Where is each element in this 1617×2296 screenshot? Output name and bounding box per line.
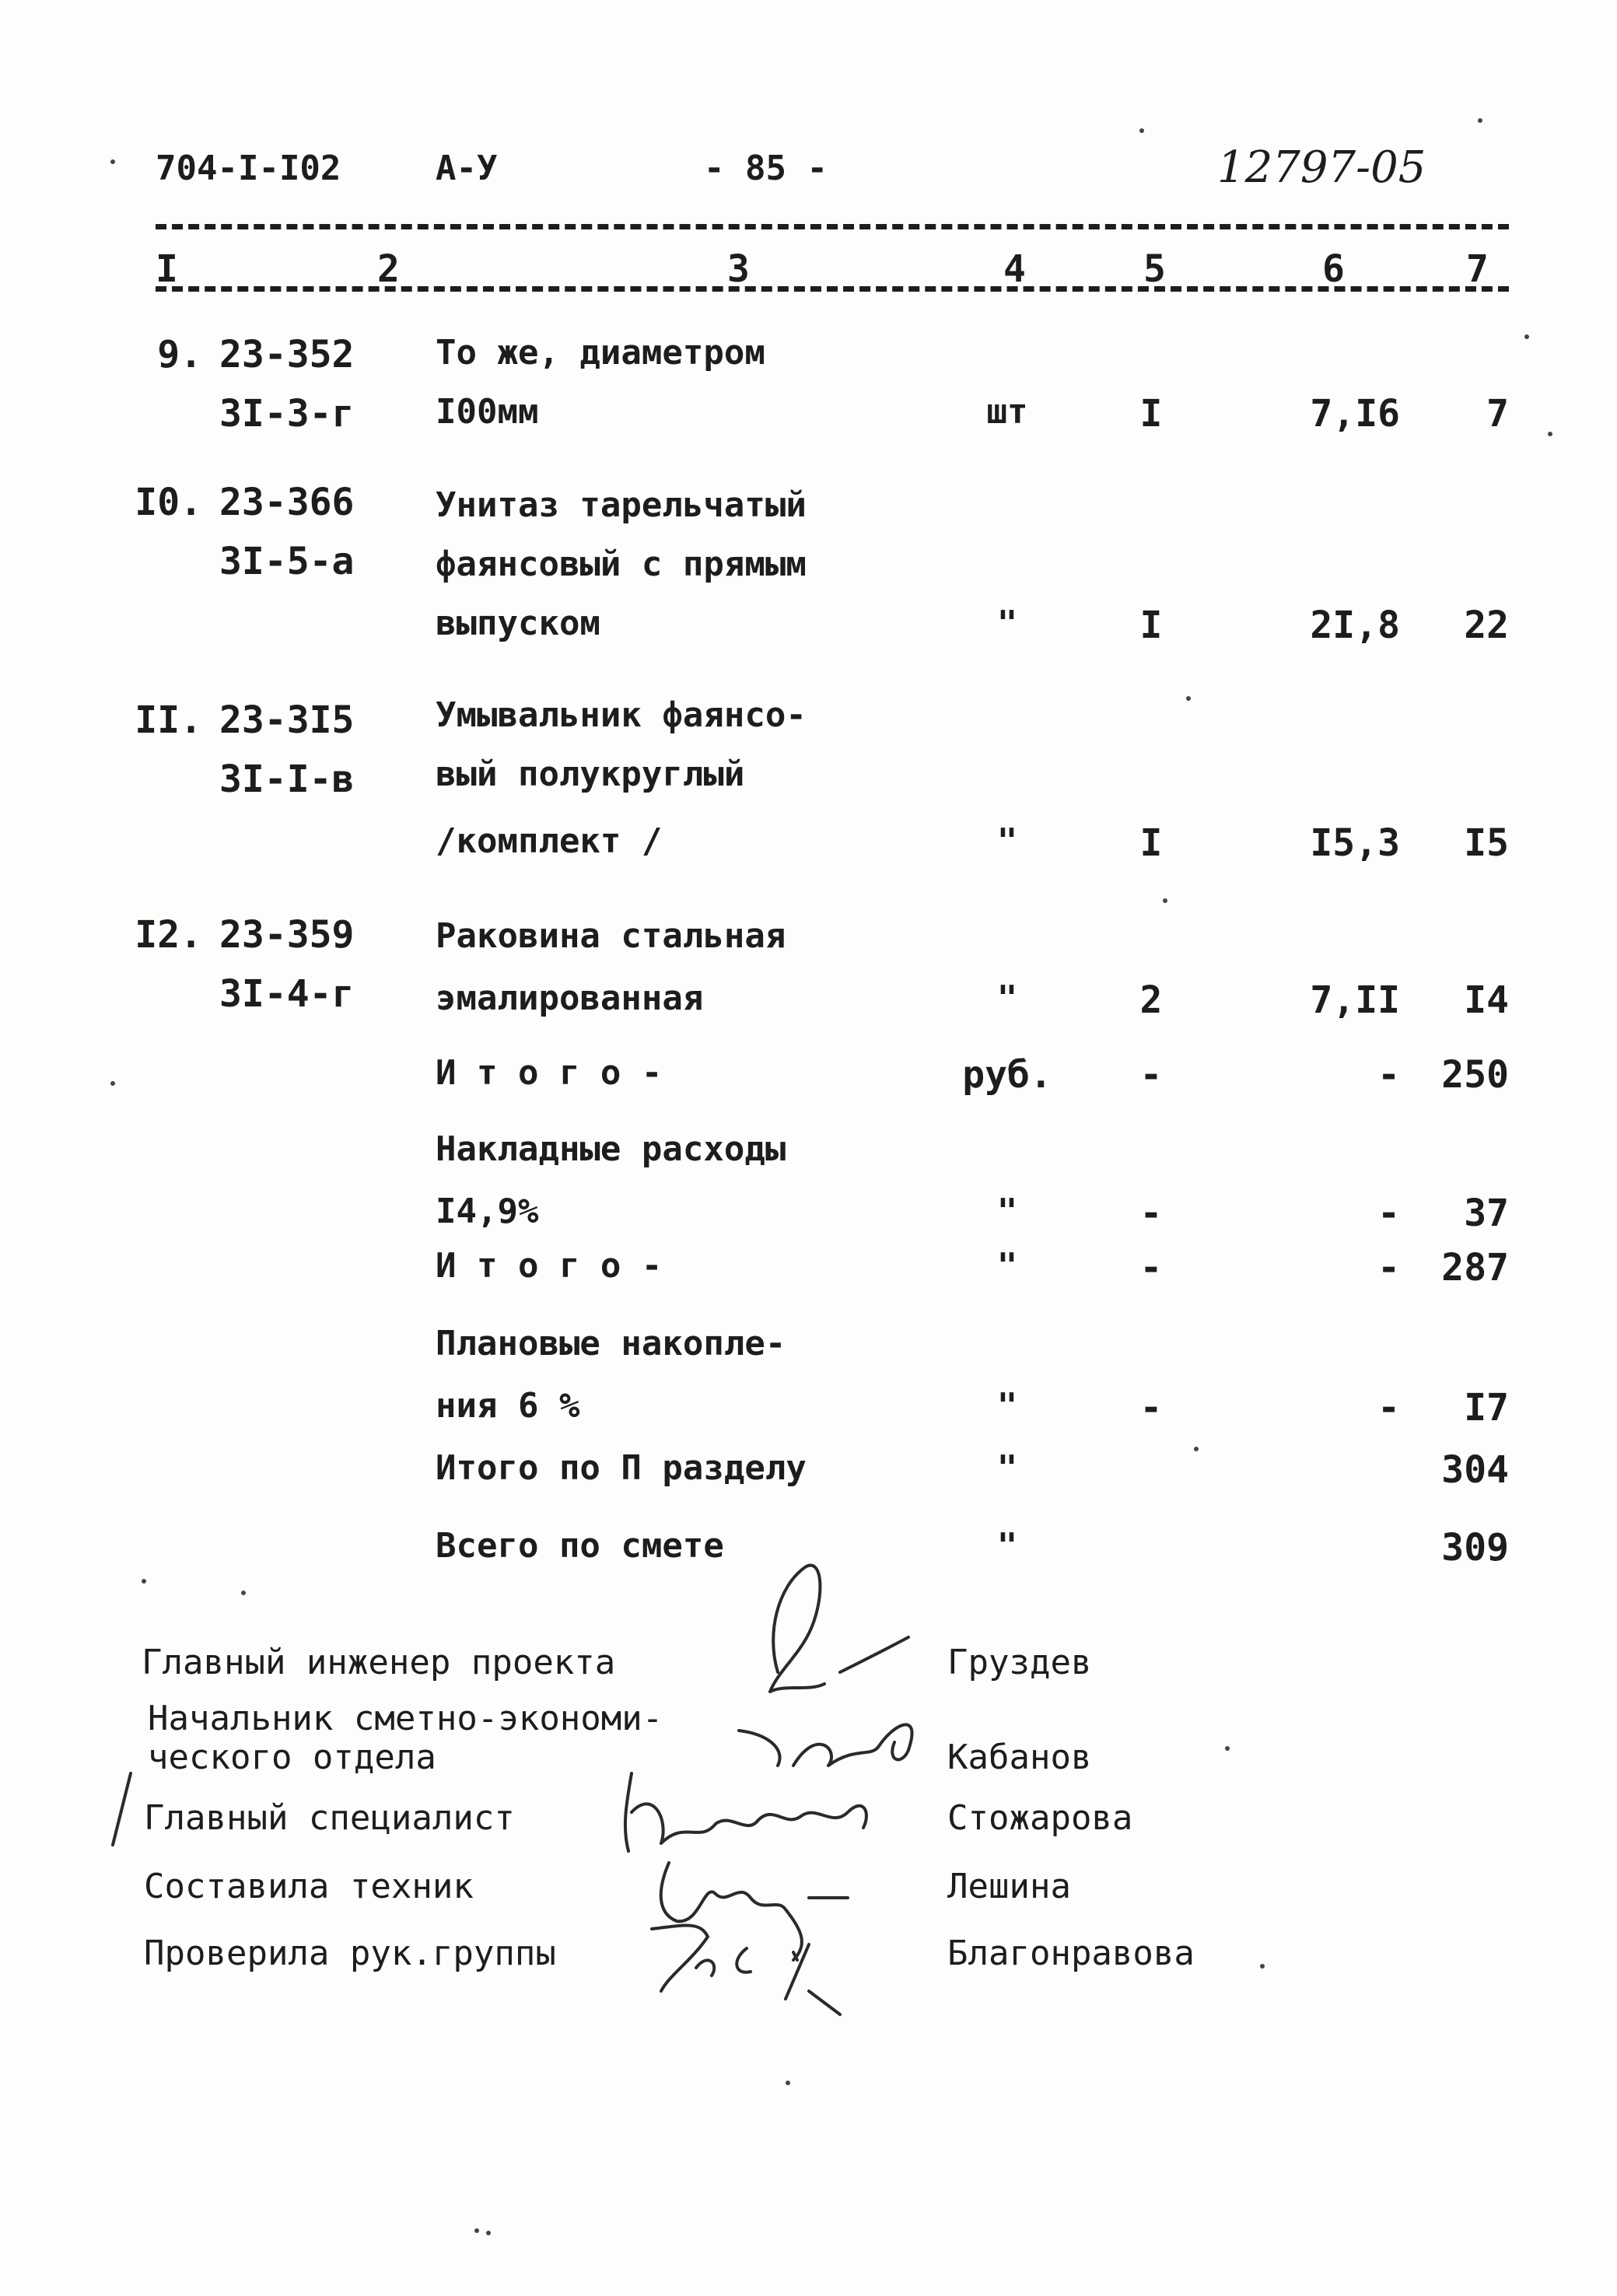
row-description: То же, диаметром — [436, 333, 765, 373]
scan-speck — [1478, 118, 1482, 123]
col-7: 7 — [1466, 247, 1489, 291]
totals-quantity: - — [1139, 1192, 1163, 1235]
row-price: 2I,8 — [1310, 604, 1400, 647]
totals-unit: " — [996, 1448, 1018, 1488]
scan-speck — [1163, 898, 1167, 903]
row-total: I5 — [1464, 821, 1509, 865]
scan-speck — [1186, 696, 1191, 701]
row-description: вый полукруглый — [436, 754, 745, 794]
totals-price: - — [1377, 1386, 1400, 1430]
signature-gruzdev — [770, 1566, 908, 1692]
totals-price: - — [1377, 1246, 1400, 1290]
row-unit: " — [996, 604, 1018, 643]
col-2: 2 — [377, 247, 400, 291]
row-number: I2. — [135, 913, 202, 957]
scan-speck — [474, 2228, 479, 2233]
row-description: I00мм — [436, 392, 539, 432]
totals-label: Накладные расходы — [436, 1129, 786, 1169]
signature-kabanov — [739, 1724, 912, 1766]
totals-label: И т о г о - — [436, 1053, 663, 1093]
row-description: Раковина стальная — [436, 916, 786, 956]
doc-number-handwritten: 12797-05 — [1217, 142, 1426, 193]
totals-total: 304 — [1441, 1448, 1509, 1492]
row-number: I0. — [135, 481, 202, 524]
totals-unit: " — [996, 1246, 1018, 1286]
row-quantity: I — [1139, 604, 1163, 647]
signature-role: Начальник сметно-экономи- — [148, 1699, 663, 1738]
row-description: выпуском — [436, 604, 600, 643]
scan-speck — [1260, 1964, 1265, 1969]
totals-unit: " — [996, 1526, 1018, 1566]
row-quantity: 2 — [1139, 978, 1163, 1022]
row-price: 7,II — [1310, 978, 1400, 1022]
scan-speck — [786, 2081, 790, 2085]
totals-total: I7 — [1464, 1386, 1509, 1430]
row-subcode: 3I-5-а — [219, 540, 355, 583]
row-quantity: I — [1139, 821, 1163, 865]
signature-role: Главный специалист — [144, 1798, 515, 1838]
scan-speck — [1225, 1746, 1230, 1751]
row-unit: " — [996, 821, 1018, 861]
scan-speck — [110, 159, 115, 164]
totals-total: 250 — [1441, 1053, 1509, 1097]
margin-slash-mark — [113, 1773, 131, 1845]
totals-quantity: - — [1139, 1386, 1163, 1430]
row-description: Унитаз тарельчатый — [436, 485, 807, 525]
totals-price: - — [1377, 1192, 1400, 1235]
col-4: 4 — [1003, 247, 1026, 291]
signature-name: Лешина — [947, 1867, 1071, 1906]
row-description: эмалированная — [436, 978, 704, 1018]
row-unit: " — [996, 978, 1018, 1018]
scan-speck — [241, 1591, 246, 1595]
totals-unit: руб. — [962, 1053, 1052, 1097]
totals-total: 287 — [1441, 1246, 1509, 1290]
signature-name: Стожарова — [947, 1798, 1133, 1838]
signature-blagonravova — [652, 1926, 840, 2014]
row-unit: шт — [986, 392, 1028, 432]
row-total: 22 — [1464, 604, 1509, 647]
row-number: 9. — [157, 333, 202, 376]
row-code: 23-359 — [219, 913, 355, 957]
totals-price: - — [1377, 1053, 1400, 1097]
col-1: I — [156, 247, 178, 291]
scan-speck — [1194, 1447, 1199, 1451]
col-3: 3 — [727, 247, 750, 291]
signature-role: Проверила рук.группы — [144, 1934, 556, 1973]
doc-section: А-У — [436, 149, 498, 188]
scan-speck — [110, 1081, 115, 1086]
scan-speck — [486, 2231, 491, 2235]
row-description: Умывальник фаянсо- — [436, 695, 807, 735]
totals-label: И т о г о - — [436, 1246, 663, 1286]
row-price: I5,3 — [1310, 821, 1400, 865]
row-description: фаянсовый с прямым — [436, 544, 807, 584]
signature-role: ческого отдела — [148, 1738, 436, 1777]
row-code: 23-352 — [219, 333, 355, 376]
signature-name: Кабанов — [947, 1738, 1092, 1777]
totals-quantity: - — [1139, 1246, 1163, 1290]
row-price: 7,I6 — [1310, 392, 1400, 436]
row-description: /комплект / — [436, 821, 663, 861]
row-code: 23-366 — [219, 481, 355, 524]
row-total: 7 — [1486, 392, 1509, 436]
signature-role: Составила техник — [144, 1867, 474, 1906]
doc-code: 704-I-I02 — [156, 149, 341, 188]
row-number: II. — [135, 698, 202, 742]
totals-label: Итого по П разделу — [436, 1448, 807, 1488]
totals-label: Плановые накопле- — [436, 1324, 786, 1363]
row-code: 23-3I5 — [219, 698, 355, 742]
totals-quantity: - — [1139, 1053, 1163, 1097]
row-total: I4 — [1464, 978, 1509, 1022]
col-5: 5 — [1143, 247, 1166, 291]
totals-unit: " — [996, 1192, 1018, 1231]
signature-name: Благонравова — [947, 1934, 1195, 1973]
totals-label: I4,9% — [436, 1192, 539, 1231]
row-subcode: 3I-3-г — [219, 392, 355, 436]
signature-role: Главный инженер проекта — [142, 1643, 616, 1682]
scan-speck — [1139, 128, 1144, 133]
signature-name: Груздев — [947, 1643, 1092, 1682]
signature-leshina — [661, 1863, 848, 1960]
totals-unit: " — [996, 1386, 1018, 1426]
row-subcode: 3I-4-г — [219, 972, 355, 1016]
totals-label: ния 6 % — [436, 1386, 580, 1426]
totals-total: 37 — [1464, 1192, 1509, 1235]
signature-stozharova — [625, 1773, 866, 1851]
scan-speck — [1548, 432, 1552, 436]
totals-total: 309 — [1441, 1526, 1509, 1570]
scan-speck — [142, 1579, 146, 1584]
totals-label: Всего по смете — [436, 1526, 724, 1566]
col-6: 6 — [1322, 247, 1345, 291]
scan-speck — [1524, 334, 1529, 339]
row-subcode: 3I-I-в — [219, 758, 355, 801]
page-number: - 85 - — [704, 149, 828, 188]
row-quantity: I — [1139, 392, 1163, 436]
